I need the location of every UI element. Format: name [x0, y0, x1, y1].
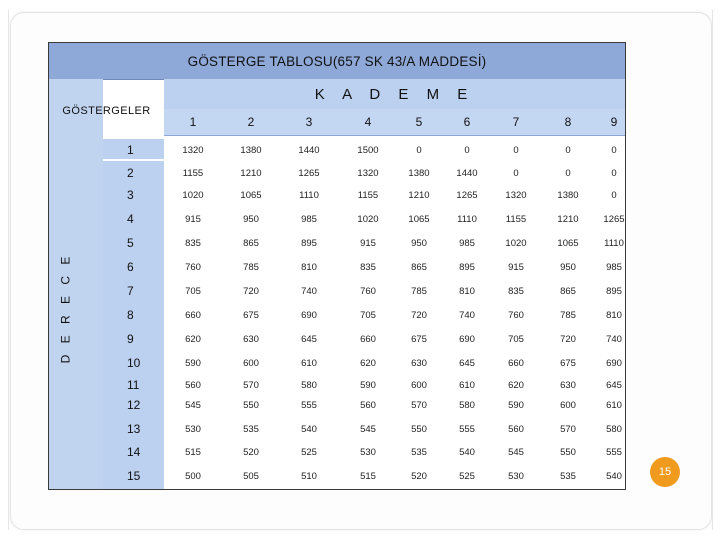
- derece-cell: [103, 375, 164, 395]
- value-cell: 610: [301, 358, 317, 369]
- value-cell: 705: [508, 334, 524, 345]
- value-cell: 760: [185, 262, 201, 273]
- indicator-table: [48, 42, 626, 490]
- value-cell: 530: [185, 424, 201, 435]
- kademe-header-2: 2: [247, 115, 255, 129]
- derece-number: 2: [127, 166, 134, 180]
- derece-cell: [103, 395, 164, 417]
- value-cell: 740: [459, 310, 475, 321]
- value-cell: 630: [243, 334, 259, 345]
- table-row: [103, 231, 625, 255]
- value-cell: 610: [606, 400, 622, 411]
- value-cell: 675: [411, 334, 427, 345]
- table-row: [103, 327, 625, 351]
- derece-axis-label: [55, 238, 75, 378]
- value-cell: 570: [411, 400, 427, 411]
- value-cell: 620: [508, 380, 524, 391]
- page-number: 15: [658, 466, 672, 478]
- value-cell: 580: [606, 424, 622, 435]
- table-row: [103, 463, 625, 489]
- value-cell: 985: [459, 238, 475, 249]
- value-cell: 865: [560, 286, 576, 297]
- value-cell: 835: [360, 262, 376, 273]
- value-cell: 500: [185, 471, 201, 482]
- value-cell: 550: [560, 447, 576, 458]
- value-cell: 540: [301, 424, 317, 435]
- derece-cell: [103, 417, 164, 441]
- value-cell: 0: [464, 145, 470, 156]
- value-cell: 660: [360, 334, 376, 345]
- value-cell: 600: [411, 380, 427, 391]
- value-cell: 705: [360, 310, 376, 321]
- value-cell: 590: [508, 400, 524, 411]
- derece-number: 9: [127, 332, 134, 346]
- derece-cell: [103, 183, 164, 207]
- value-cell: 550: [411, 424, 427, 435]
- value-cell: 555: [606, 447, 622, 458]
- value-cell: 760: [360, 286, 376, 297]
- value-cell: 1065: [240, 190, 262, 201]
- value-cell: 525: [301, 447, 317, 458]
- value-cell: 705: [185, 286, 201, 297]
- value-cell: 555: [301, 400, 317, 411]
- value-cell: 510: [301, 471, 317, 482]
- value-cell: 865: [243, 238, 259, 249]
- value-cell: 600: [560, 400, 576, 411]
- value-cell: 1210: [240, 168, 262, 179]
- value-cell: 720: [560, 334, 576, 345]
- value-cell: 580: [459, 400, 475, 411]
- value-cell: 690: [301, 310, 317, 321]
- value-cell: 720: [243, 286, 259, 297]
- kademe-header-1: 1: [189, 115, 197, 129]
- derece-cell: [103, 279, 164, 303]
- value-cell: 560: [508, 424, 524, 435]
- derece-number: 8: [127, 308, 134, 322]
- value-cell: 895: [301, 238, 317, 249]
- page-number-badge: [650, 457, 680, 487]
- value-cell: 535: [560, 471, 576, 482]
- table-row: [103, 207, 625, 231]
- value-cell: 1210: [408, 190, 430, 201]
- value-cell: 555: [459, 424, 475, 435]
- value-cell: 560: [185, 380, 201, 391]
- derece-cell: [103, 303, 164, 327]
- derece-label-text: D E R E C E: [58, 252, 72, 364]
- value-cell: 985: [301, 214, 317, 225]
- value-cell: 540: [606, 471, 622, 482]
- value-cell: 580: [301, 380, 317, 391]
- value-cell: 1155: [357, 190, 379, 201]
- derece-number: 6: [127, 260, 134, 274]
- value-cell: 1320: [182, 145, 204, 156]
- value-cell: 0: [611, 145, 617, 156]
- value-cell: 1440: [456, 168, 478, 179]
- value-cell: 690: [606, 358, 622, 369]
- derece-cell: [103, 463, 164, 489]
- table-row: [103, 441, 625, 463]
- derece-number: 4: [127, 212, 134, 226]
- value-cell: 1110: [299, 190, 319, 201]
- value-cell: 0: [416, 145, 422, 156]
- value-cell: 950: [243, 214, 259, 225]
- indicators-label: GÖSTERGELER: [62, 105, 151, 117]
- kademe-number-row: [164, 109, 625, 136]
- value-cell: 1380: [408, 168, 430, 179]
- value-cell: 620: [360, 358, 376, 369]
- value-cell: 810: [606, 310, 622, 321]
- value-cell: 570: [243, 380, 259, 391]
- derece-cell: [103, 351, 164, 375]
- value-cell: 0: [611, 168, 617, 179]
- value-cell: 520: [243, 447, 259, 458]
- derece-number: 13: [127, 422, 141, 436]
- value-cell: 515: [185, 447, 201, 458]
- value-cell: 545: [360, 424, 376, 435]
- table-row: [103, 279, 625, 303]
- value-cell: 1440: [298, 145, 320, 156]
- value-cell: 600: [243, 358, 259, 369]
- value-cell: 785: [411, 286, 427, 297]
- value-cell: 1265: [456, 190, 478, 201]
- table-row: [103, 351, 625, 375]
- derece-number: 7: [127, 284, 134, 298]
- value-cell: 1110: [604, 238, 624, 249]
- value-cell: 535: [411, 447, 427, 458]
- table-row: [103, 395, 625, 417]
- derece-number: 14: [127, 445, 141, 459]
- value-cell: 0: [565, 145, 571, 156]
- value-cell: 540: [459, 447, 475, 458]
- derece-cell: [103, 207, 164, 231]
- value-cell: 690: [459, 334, 475, 345]
- value-cell: 505: [243, 471, 259, 482]
- derece-number: 11: [127, 378, 140, 392]
- value-cell: 785: [560, 310, 576, 321]
- value-cell: 1020: [182, 190, 204, 201]
- derece-number: 12: [127, 398, 141, 412]
- value-cell: 0: [513, 145, 519, 156]
- value-cell: 915: [360, 238, 376, 249]
- derece-cell: [103, 231, 164, 255]
- value-cell: 645: [301, 334, 317, 345]
- value-cell: 675: [243, 310, 259, 321]
- value-cell: 1210: [557, 214, 579, 225]
- value-cell: 545: [185, 400, 201, 411]
- kademe-header: K A D E M E: [164, 79, 625, 109]
- value-cell: 810: [301, 262, 317, 273]
- table-row: [103, 183, 625, 207]
- value-cell: 1320: [505, 190, 527, 201]
- value-cell: 525: [459, 471, 475, 482]
- derece-number: 5: [127, 236, 134, 250]
- derece-number: 1: [127, 143, 134, 157]
- table-row: [103, 375, 625, 395]
- value-cell: 915: [508, 262, 524, 273]
- value-cell: 0: [565, 168, 571, 179]
- value-cell: 915: [185, 214, 201, 225]
- derece-cell: [103, 161, 164, 183]
- table-row: [103, 139, 625, 159]
- value-cell: 630: [560, 380, 576, 391]
- value-cell: 520: [411, 471, 427, 482]
- derece-cell: [103, 255, 164, 279]
- value-cell: 1265: [603, 214, 625, 225]
- value-cell: 835: [185, 238, 201, 249]
- derece-number: 3: [127, 188, 134, 202]
- value-cell: 1380: [557, 190, 579, 201]
- left-edge-line: [8, 10, 9, 530]
- value-cell: 570: [560, 424, 576, 435]
- value-cell: 535: [243, 424, 259, 435]
- value-cell: 1155: [182, 168, 204, 179]
- derece-cell: [103, 327, 164, 351]
- value-cell: 1320: [357, 168, 379, 179]
- value-cell: 950: [560, 262, 576, 273]
- value-cell: 720: [411, 310, 427, 321]
- table-title: GÖSTERGE TABLOSU(657 SK 43/A MADDESİ): [49, 43, 625, 80]
- value-cell: 0: [513, 168, 519, 179]
- value-cell: 645: [606, 380, 622, 391]
- kademe-header-9: 9: [610, 115, 618, 129]
- value-cell: 675: [560, 358, 576, 369]
- value-cell: 895: [459, 262, 475, 273]
- value-cell: 660: [185, 310, 201, 321]
- value-cell: 645: [459, 358, 475, 369]
- value-cell: 1020: [357, 214, 379, 225]
- value-cell: 610: [459, 380, 475, 391]
- value-cell: 1380: [240, 145, 262, 156]
- value-cell: 1065: [557, 238, 579, 249]
- value-cell: 530: [508, 471, 524, 482]
- derece-number: 10: [127, 356, 141, 370]
- value-cell: 0: [611, 190, 617, 201]
- kademe-header-8: 8: [564, 115, 572, 129]
- kademe-header-4: 4: [364, 115, 372, 129]
- table-row: [103, 417, 625, 441]
- kademe-header-5: 5: [415, 115, 423, 129]
- value-cell: 590: [360, 380, 376, 391]
- value-cell: 740: [606, 334, 622, 345]
- value-cell: 660: [508, 358, 524, 369]
- value-cell: 1265: [298, 168, 320, 179]
- kademe-header-3: 3: [305, 115, 313, 129]
- kademe-header-7: 7: [512, 115, 520, 129]
- value-cell: 895: [606, 286, 622, 297]
- value-cell: 515: [360, 471, 376, 482]
- derece-number: 15: [127, 469, 141, 483]
- value-cell: 810: [459, 286, 475, 297]
- value-cell: 950: [411, 238, 427, 249]
- value-cell: 1155: [505, 214, 527, 225]
- value-cell: 620: [185, 334, 201, 345]
- derece-cell: [103, 441, 164, 463]
- table-row: [103, 303, 625, 327]
- value-cell: 545: [508, 447, 524, 458]
- value-cell: 865: [411, 262, 427, 273]
- value-cell: 560: [360, 400, 376, 411]
- table-row: [103, 255, 625, 279]
- value-cell: 550: [243, 400, 259, 411]
- value-cell: 785: [243, 262, 259, 273]
- right-edge-line: [712, 10, 713, 530]
- value-cell: 530: [360, 447, 376, 458]
- kademe-header-6: 6: [463, 115, 471, 129]
- value-cell: 1065: [408, 214, 430, 225]
- value-cell: 1110: [457, 214, 477, 225]
- table-row: [103, 161, 625, 183]
- value-cell: 630: [411, 358, 427, 369]
- value-cell: 740: [301, 286, 317, 297]
- value-cell: 590: [185, 358, 201, 369]
- value-cell: 985: [606, 262, 622, 273]
- value-cell: 1020: [505, 238, 527, 249]
- value-cell: 760: [508, 310, 524, 321]
- derece-cell: [103, 139, 164, 159]
- value-cell: 835: [508, 286, 524, 297]
- value-cell: 1500: [357, 145, 379, 156]
